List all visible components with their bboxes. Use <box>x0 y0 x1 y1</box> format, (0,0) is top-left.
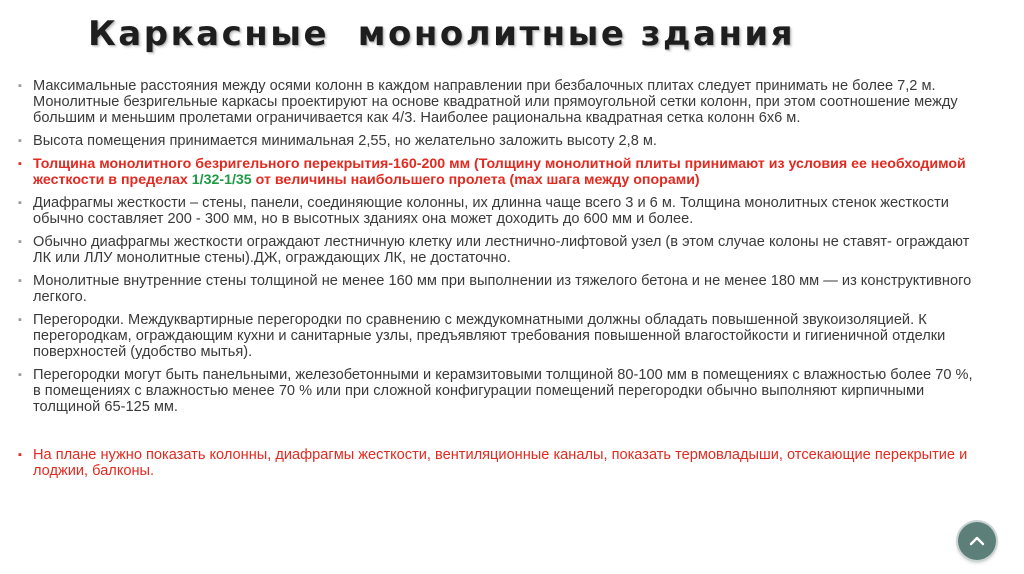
bullet-marker: ▪ <box>18 158 22 170</box>
bullet-marker: ▪ <box>18 314 22 326</box>
bullet-plan-requirements <box>18 447 980 479</box>
bullet-text: Монолитные внутренние стены толщиной не менее 160 мм при выполнении из тяжелого бетона и не менее 180 мм — из конструктивного легкого. <box>33 273 972 305</box>
bullet-interior-walls <box>18 273 980 305</box>
bullet-text: Диафрагмы жесткости – стены, панели, соединяющие колонны, их длинна чаще всего 3 и 6 м. Толщина монолитных стенок жесткости обычно составляет 200 - 300 мм, но в высотных зданиях она может доходить до 600 мм и более. <box>33 195 949 227</box>
scroll-top-button[interactable] <box>958 522 996 560</box>
bullet-marker: ▪ <box>18 449 22 461</box>
slide-title: Каркасные монолитные здания <box>88 14 796 54</box>
bullet-text: Перегородки. Междуквартирные перегородки по сравнению с междукомнатными должны обладать повышенной звукоизоляцией. К перегородкам, ограждающим кухни и санитарные узлы, предъявляют требования повышенной влагостойкости и гигиеничной отделки поверхностей (удобство мытья). <box>33 312 946 360</box>
bullet-text: Максимальные расстояния между осями колонн в каждом направлении при безбалочных плитах следует принимать не более 7,2 м. Монолитные безригельные каркасы проектируют на основе квадратной или прямоугольной сетки колонн, при этом соотношение между большим и меньшим пролетами ограничивается как 4/3. Наиболее рациональна квадратная сетка колонн 6х6 м. <box>33 78 958 126</box>
bullet-text-before: Толщина монолитного безригельного перекрытия-160-200 мм (Толщину монолитной плиты принимают из условия ее необходимой жесткости в пределах <box>33 156 966 188</box>
bullet-marker: ▪ <box>18 369 22 381</box>
bullet-text: Перегородки могут быть панельными, железобетонными и керамзитовыми толщиной 80-100 мм в помещениях с влажностью более 70 %, в помещениях с влажностью менее 70 % или при сложной конфигурации помещений перегородки обычно выполняют кирпичными толщиной 65-125 мм. <box>33 367 973 415</box>
bullet-text: Обычно диафрагмы жесткости ограждают лестничную клетку или лестнично-лифтовой узел (в этом случае колоны не ставят- ограждают ЛК или ЛЛУ монолитные стены).ДЖ, ограждающих ЛК, не достаточно. <box>33 234 970 266</box>
bullet-marker: ▪ <box>18 197 22 209</box>
bullet-marker: ▪ <box>18 80 22 92</box>
bullet-marker: ▪ <box>18 275 22 287</box>
bullet-column-spacing <box>18 78 980 126</box>
bullet-list <box>18 78 980 486</box>
chevron-up-icon <box>968 534 986 548</box>
bullet-text: На плане нужно показать колонны, диафрагмы жесткости, вентиляционные каналы, показать термовладыши, отсекающие перекрытие и лоджии, балконы. <box>33 447 968 479</box>
bullet-slab-thickness <box>18 156 980 188</box>
bullet-stiffening-diaphragms <box>18 195 980 227</box>
bullet-text-after: от величины наибольшего пролета (max шага между опорами) <box>251 172 700 188</box>
bullet-marker: ▪ <box>18 135 22 147</box>
bullet-partitions <box>18 312 980 360</box>
bullet-marker: ▪ <box>18 236 22 248</box>
bullet-stair-enclosure <box>18 234 980 266</box>
bullet-room-height <box>18 133 980 149</box>
bullet-text-highlight: 1/32-1/35 <box>191 172 252 188</box>
bullet-partition-materials <box>18 367 980 415</box>
bullet-text: Высота помещения принимается минимальная 2,55, но желательно заложить высоту 2,8 м. <box>33 133 657 149</box>
